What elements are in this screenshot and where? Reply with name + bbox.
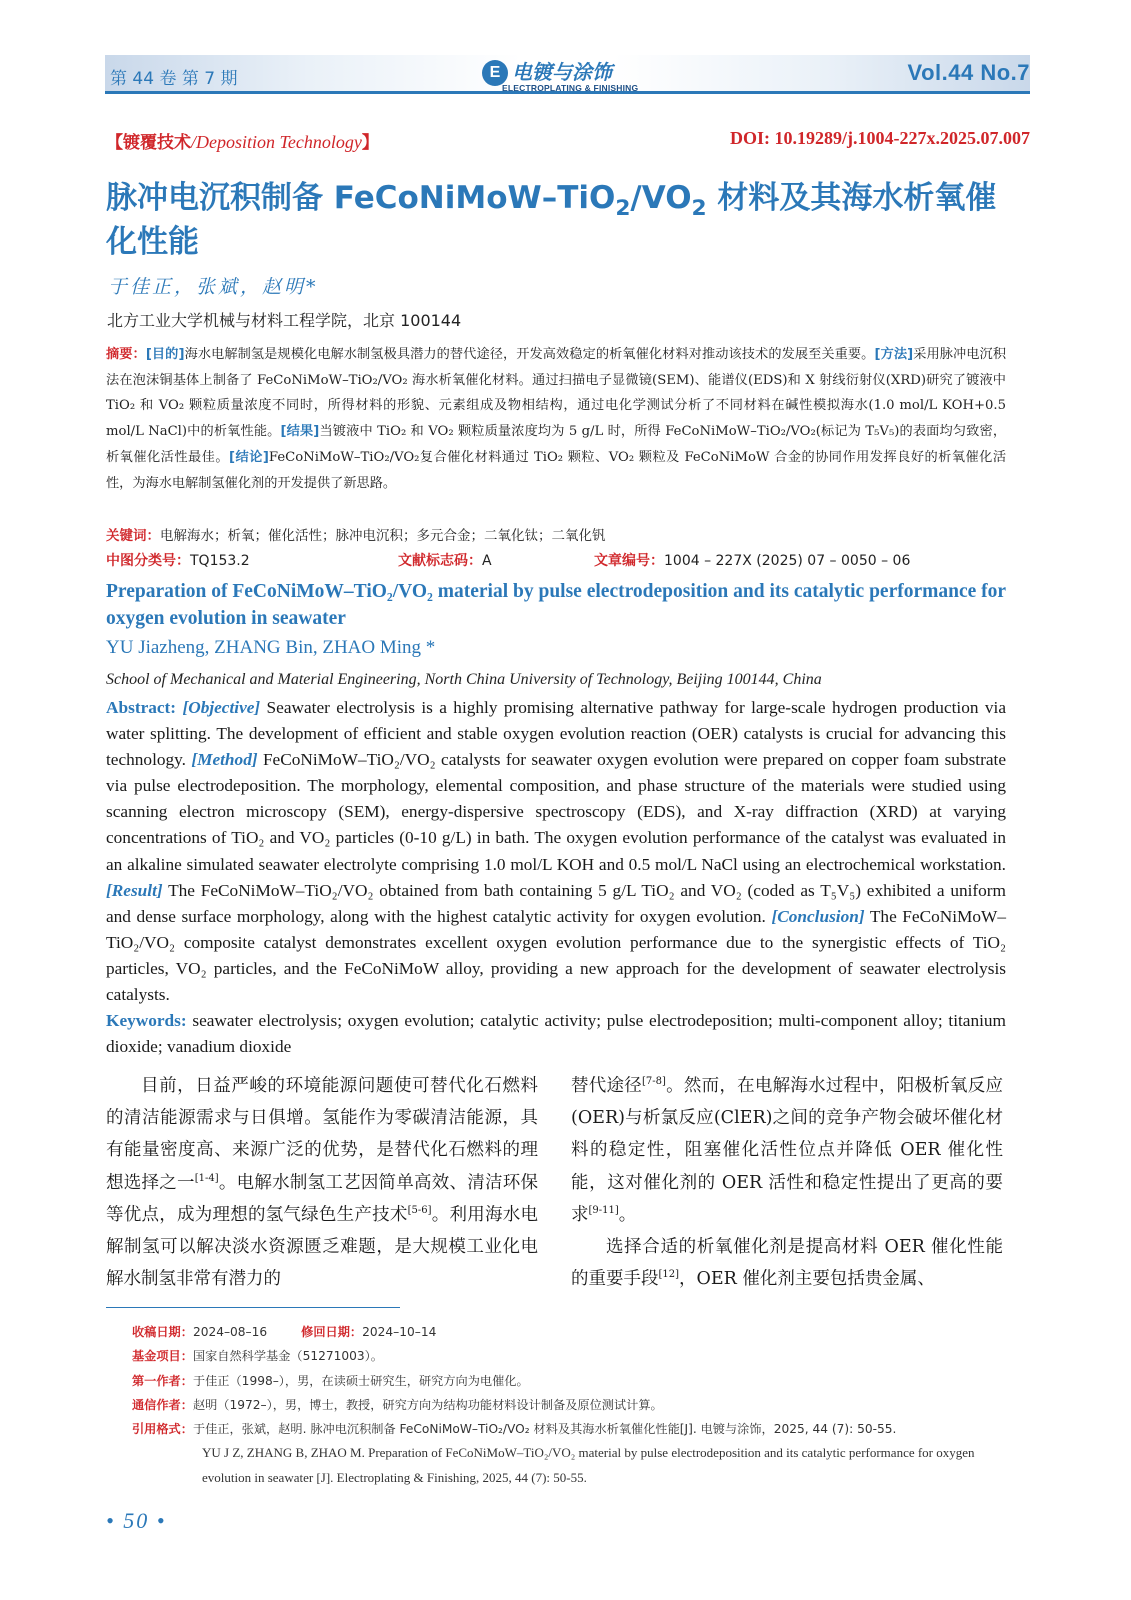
affiliation-cn: 北方工业大学机械与材料工程学院，北京 100144 [107,311,462,330]
first-author-label: 第一作者： [132,1373,193,1388]
logo-mark-icon: E [482,60,508,86]
abstract-en-method-tag: [Method] [191,750,258,770]
section-close-bracket: 】 [361,133,379,153]
body-text: 目前，日益严峻的环境能源问题使可替代化石燃料的清洁能源需求与日俱增。氢能作为零碳清洁能源，具有能量密度高、来源广泛的优势，是替代化石燃料的理想选择之一 [106,1076,538,1193]
citation-ref[interactable]: [5-6] [407,1204,432,1216]
fund-label: 基金项目： [132,1349,193,1364]
abstract-cn-conclusion: FeCoNiMoW–TiO₂/VO₂复合催化材料通过 TiO₂ 颗粒、VO₂ 颗粒及 FeCoNiMoW 合金的协同作用发挥良好的析氧催化活性，为海水电解制氢催化剂的开发提供了新思路。 [106,449,1007,491]
doc-code-label: 文献标志码： [398,553,482,569]
body-text: 。然而，在电解海水过程中，阳极析氧反应(OER)与析氯反应(ClER)之间的竞争产物会破坏催化材料的稳定性，阻塞催化活性位点并降低 OER 催化性能，这对催化剂的 OER 活性和稳定性提出了更高的要求 [571,1076,1004,1225]
section-tag [106,128,379,153]
revised-date: 2024–10–14 [362,1325,437,1339]
citation-cn: 于佳正，张斌，赵明. 脉冲电沉积制备 FeCoNiMoW–TiO₂/VO₂ 材料及其海水析氧催化性能[J]. 电镀与涂饰，2025, 44 (7): 50-55. [192,1422,897,1437]
body-column-right [571,1070,1003,1295]
citation-ref[interactable]: [9-11] [588,1204,619,1216]
abstract-cn-method: 采用脉冲电沉积法在泡沫铜基体上制备了 FeCoNiMoW–TiO₂/VO₂ 海水析氧催化材料。通过扫描电子显微镜(SEM)、能谱仪(EDS)和 X 射线衍射仪(XRD)研究了镀液中 TiO₂ 和 VO₂ 颗粒质量浓度不同时，所得材料的形貌、元素组成及物相结构，通过电化学测试分析了不同材料在碱性模拟海水(1.0 mol/L KOH+0.5 mol/L NaCl)中的析氧性能。 [106,347,1007,440]
abstract-en-conclusion: The FeCoNiMoW–TiO₂/VO₂ composite catalyst demonstrates excellent oxygen evolution performance due to the synergistic effects of TiO₂ particles, VO₂ particles, and the FeCoNiMoW alloy, providing a new approach for the development of seawater electrolysis catalysts. [106,906,1006,1005]
footnote-dates [132,1320,1008,1344]
abstract-en-result-tag: [Result] [106,880,163,900]
body-text: 。利用海水电解制氢可以解决淡水资源匮乏难题，是大规模工业化电解水制氢非常有潜力的 [106,1204,539,1290]
abstract-cn-method-tag: [方法] [874,347,914,362]
affiliation-en: School of Mechanical and Material Engineering, North China University of Technology, Beijing 100144, China [106,671,822,688]
article-number-value: 1004 – 227X (2025) 07 – 0050 – 06 [664,553,911,569]
abstract-en-result: The FeCoNiMoW–TiO₂/VO₂ obtained from bath containing 5 g/L TiO₂ and VO₂ (coded as T₅V₅) exhibited a uniform and dense surface morphology, along with the highest catalytic activity for oxygen evolution. [106,880,1006,926]
footnote-fund [132,1344,1008,1368]
citation-en: YU J Z, ZHANG B, ZHAO M. Preparation of FeCoNiMoW–TiO₂/VO₂ material by pulse electrodeposition and its catalytic performance for oxygen evolution in seawater [J]. Electroplating & Finishing, 2025, 44 (7): 50-55. [202,1445,975,1485]
footnote-rule [106,1307,400,1308]
footnote-first-author [132,1369,1008,1393]
article-number-label: 文章编号： [594,553,664,569]
section-name-en: Deposition Technology [196,132,362,152]
body-text: 。 [618,1204,637,1225]
title-sub-2: 2 [691,196,707,222]
section-name-cn: 镀覆技术 [123,133,191,153]
keywords-en-label: Keywords: [106,1011,187,1030]
fund-text: 国家自然科学基金（51271003）。 [192,1349,383,1364]
revised-label: 修回日期： [301,1325,363,1339]
doc-code-value: A [482,553,492,569]
abstract-cn-conclusion-tag: [结论] [229,449,269,465]
volume-label-en: Vol.44 No.7 [907,60,1030,85]
section-open-bracket: 【 [106,133,123,153]
abstract-en-conclusion-tag: [Conclusion] [771,906,865,926]
title-sub-1: 2 [615,196,631,222]
abstract-cn-objective: 海水电解制氢是规模化电解水制氢极具潜力的替代途径，开发高效稳定的析氧催化材料对推动该技术的发展至关重要。 [184,347,875,362]
clc-label: 中图分类号： [106,553,190,569]
title-part-b: /VO [630,180,692,216]
abstract-cn-label: 摘要： [106,347,146,362]
keywords-cn-label: 关键词： [106,528,160,544]
body-text: 。电解水制氢工艺因简单高效、清洁环保等优点，成为理想的氢气绿色生产技术 [106,1172,539,1225]
issue-label-cn: 第 44 卷 第 7 期 [110,69,238,89]
received-date: 2024–08–16 [192,1325,268,1339]
first-author-text: 于佳正（1998–），男，在读硕士研究生，研究方向为电催化。 [192,1373,529,1388]
authors-cn: 于佳正，张斌，赵明* [108,276,319,298]
abstract-en-objective: Seawater electrolysis is a highly promising alternative pathway for large-scale hydrogen production via water splitting. The development of efficient and stable oxygen evolution reaction (OER) catalysts is crucial for advancing this technology. [106,698,1006,770]
footnote-corresponding [132,1393,1008,1417]
body-paragraph [571,1070,1003,1231]
corresponding-text: 赵明（1972–），男，博士，教授，研究方向为结构功能材料设计制备及原位测试计算。 [192,1397,663,1412]
abstract-cn-objective-tag: [目的] [145,347,185,362]
body-column-left [106,1070,538,1295]
abstract-cn [106,342,1006,496]
body-text: ，OER 催化剂主要包括贵金属、 [679,1269,935,1290]
citation-ref[interactable]: [12] [658,1269,680,1281]
authors-en: YU Jiazheng, ZHANG Bin, ZHAO Ming * [106,637,436,658]
article-title-en: Preparation of FeCoNiMoW–TiO₂/VO₂ material by pulse electrodeposition and its catalytic performance for oxygen evolution in seawater [106,581,1006,629]
section-slash: / [191,132,197,152]
body-paragraph [106,1070,538,1295]
body-paragraph [571,1231,1003,1295]
doi-link[interactable]: DOI: 10.19289/j.1004-227x.2025.07.007 [730,128,1030,148]
clc-value: TQ153.2 [190,553,250,569]
logo-title-cn: 电镀与涂饰 [512,60,612,84]
title-part-c: 材料及其海水析氧催化性能 [106,180,997,260]
article-title-cn [106,176,1006,264]
citation-ref[interactable]: [7-8] [641,1076,666,1088]
corresponding-label: 通信作者： [132,1397,193,1412]
keywords-en [106,1008,1006,1060]
abstract-cn-result: 当镀液中 TiO₂ 和 VO₂ 颗粒质量浓度均为 5 g/L 时，所得 FeCoNiMoW–TiO₂/VO₂(标记为 T₅V₅)的表面均匀致密，析氧催化活性最佳。 [106,424,1007,465]
footnote [132,1320,1008,1490]
body-text: 替代途径 [571,1076,642,1096]
received-label: 收稿日期： [132,1325,193,1339]
page-number: • 50 • [106,1508,167,1533]
abstract-en-objective-tag: [Objective] [182,698,261,717]
title-part-a: 脉冲电沉积制备 FeCoNiMoW–TiO [106,180,616,216]
keywords-cn-text: 电解海水；析氧；催化活性；脉冲电沉积；多元合金；二氧化钛；二氧化钒 [160,528,606,544]
citation-label: 引用格式： [132,1422,193,1437]
footnote-citation [132,1417,1008,1441]
abstract-en-label: Abstract: [106,698,177,717]
keywords-cn [106,524,1006,544]
abstract-cn-result-tag: [结果] [280,424,320,440]
abstract-en [106,695,1006,1008]
citation-ref[interactable]: [1-4] [194,1172,219,1184]
logo-title-en: ELECTROPLATING & FINISHING [502,83,639,93]
body-text: 选择合适的析氧催化剂是提高材料 OER 催化性能的重要手段 [571,1237,1004,1290]
keywords-en-text: seawater electrolysis; oxygen evolution; catalytic activity; pulse electrodeposition; multi-component alloy; titanium dioxide; vanadium dioxide [106,1011,1006,1056]
abstract-en-method: FeCoNiMoW–TiO₂/VO₂ catalysts for seawater oxygen evolution were prepared on copper foam substrate via pulse electrodeposition. The morphology, elemental composition, and phase structure of the materials were studied using scanning electron microscopy (SEM), energy-dispersive spectroscopy (EDS), and X-ray diffraction (XRD) at varying concentrations of TiO₂ and VO₂ particles (0-10 g/L) in bath. The oxygen evolution performance of the catalyst was evaluated in an alkaline simulated seawater electrolyte comprising 1.0 mol/L KOH and 0.5 mol/L NaCl using an electrochemical workstation. [106,750,1006,874]
journal-logo [482,56,639,96]
